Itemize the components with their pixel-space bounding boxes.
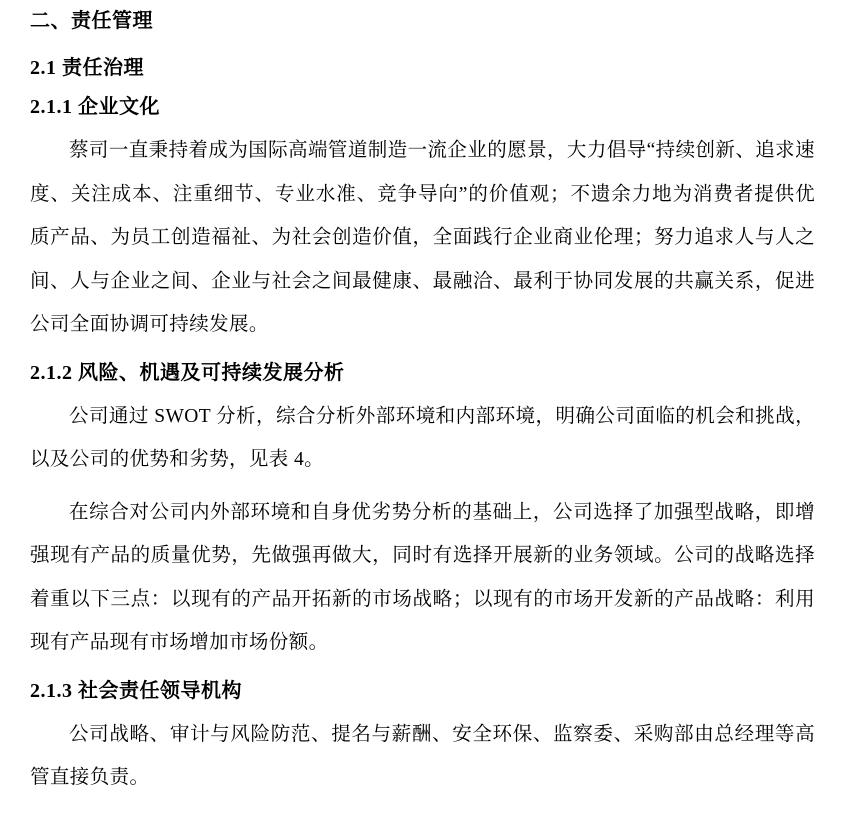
paragraph-csr-leadership: 公司战略、审计与风险防范、提名与薪酬、安全环保、监察委、采购部由总经理等高管直接负责。 — [30, 723, 815, 788]
heading-responsibility-management: 二、责任管理 — [30, 10, 153, 32]
heading-risk-opportunity-analysis: 2.1.2 风险、机遇及可持续发展分析 — [30, 361, 345, 384]
heading-csr-leadership: 2.1.3 社会责任领导机构 — [30, 679, 242, 702]
paragraph-strategy-choice: 在综合对公司内外部环境和自身优劣势分析的基础上，公司选择了加强型战略，即增强现有产品的质量优势，先做强再做大，同时有选择开展新的业务领域。公司的战略选择着重以下三点：以现有的产品开拓新的市场战略；以现有的市场开发新的产品战略：利用现有产品现有市场增加市场份额。 — [30, 501, 815, 653]
heading-corporate-culture: 2.1.1 企业文化 — [30, 96, 160, 118]
heading-responsibility-governance: 2.1 责任治理 — [30, 57, 144, 79]
paragraph-swot-analysis: 公司通过 SWOT 分析，综合分析外部环境和内部环境，明确公司面临的机会和挑战，以及公司的优势和劣势，见表 4。 — [30, 405, 815, 470]
paragraph-corporate-culture: 蔡司一直秉持着成为国际高端管道制造一流企业的愿景，大力倡导“持续创新、追求速度、关注成本、注重细节、专业水准、竞争导向”的价值观；不遗余力地为消费者提供优质产品、为员工创造福祉、为社会创造价值，全面践行企业商业伦理；努力追求人与人之间、人与企业之间、企业与社会之间最健康、最融洽、最利于协同发展的共赢关系，促进公司全面协调可持续发展。 — [30, 140, 815, 335]
